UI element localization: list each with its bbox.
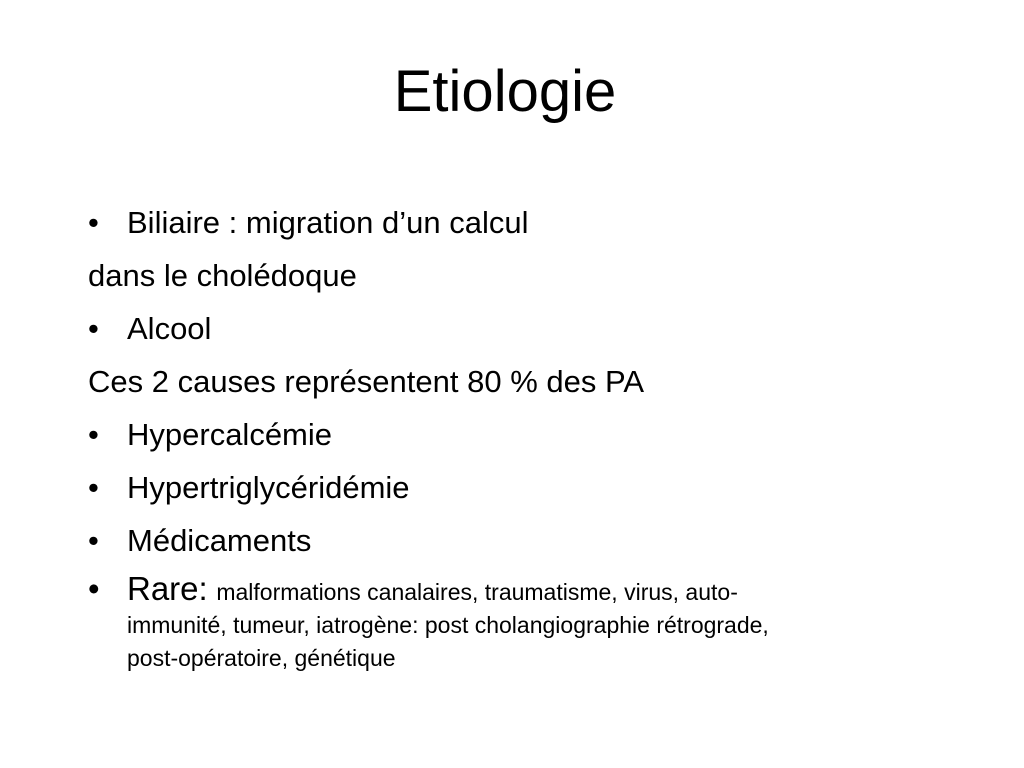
- bullet-icon: •: [88, 205, 99, 240]
- bullet-item-medicaments: [88, 514, 948, 567]
- slide-content: [88, 196, 948, 675]
- bullet-icon: •: [88, 570, 100, 607]
- slide-title: Etiologie: [393, 59, 617, 124]
- rare-label: Rare:: [127, 570, 208, 607]
- bullet-text-medicaments: Médicaments: [127, 523, 312, 558]
- bullet-item-rare: [88, 569, 948, 675]
- bullet-icon: •: [88, 311, 99, 346]
- bullet-text-hypercalcemie: Hypercalcémie: [127, 417, 333, 452]
- bullet-text-biliaire: Biliaire : migration d’un calcul: [127, 205, 529, 240]
- bullet-icon: •: [88, 417, 99, 452]
- bullet-item-biliaire: [88, 196, 948, 249]
- rare-details-line-1: malformations canalaires, traumatisme, virus, auto-: [216, 579, 738, 605]
- bullet-item-alcool: [88, 302, 948, 355]
- rare-details-line-2: immunité, tumeur, iatrogène: post cholangiographie rétrograde,: [127, 612, 769, 638]
- bullet-item-hypercalcemie: [88, 408, 948, 461]
- bullet-icon: •: [88, 523, 99, 558]
- rare-details-line-3: post-opératoire, génétique: [127, 645, 396, 671]
- bullet-icon: •: [88, 470, 99, 505]
- text-line-choledoque: dans le cholédoque: [88, 258, 357, 293]
- text-line-causes: Ces 2 causes représentent 80 % des PA: [88, 364, 645, 399]
- bullet-item-hypertriglyceridemie: [88, 461, 948, 514]
- bullet-text-alcool: Alcool: [127, 311, 212, 346]
- bullet-text-hypertriglyceridemie: Hypertriglycéridémie: [127, 470, 410, 505]
